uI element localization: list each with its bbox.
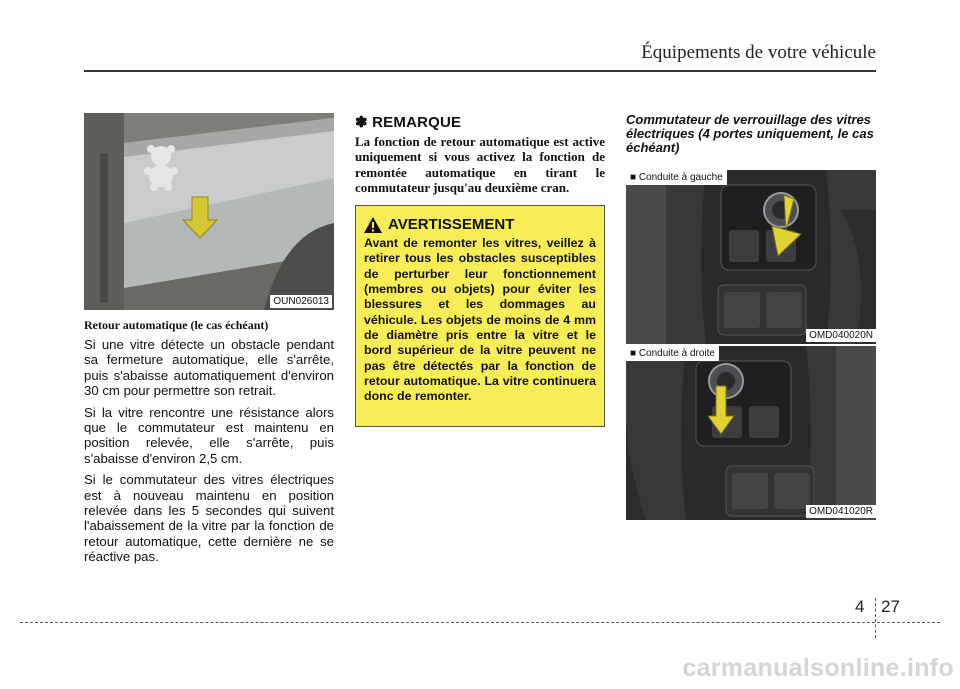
window-switch-panel-lhd — [626, 170, 876, 344]
right-hand-drive-photo — [626, 346, 876, 520]
watermark: carmanualsonline.info — [682, 654, 954, 682]
left-column — [84, 113, 334, 571]
header-rule — [84, 70, 876, 72]
warning-title: AVERTISSEMENT — [388, 216, 515, 234]
chapter-number: 4 — [855, 597, 865, 616]
footer-rule — [20, 622, 940, 623]
panel2-label: ■ Conduite à droite — [626, 346, 719, 361]
photo-code: OUN026013 — [270, 295, 332, 308]
window-photo — [84, 113, 334, 310]
page-number: 27 — [881, 597, 900, 616]
section-subheading: Retour automatique (le cas échéant) — [84, 318, 269, 332]
paragraph-1: Si une vitre détecte un obstacle pendant sa fermeture automatique, elle s'arrête, puis s'abaisse automatiquement d'environ 30 cm pour permettre son retrait. — [84, 337, 334, 399]
paragraph-3: Si le commutateur des vitres électriques est à nouveau maintenu en position relevée dans les 5 secondes qui suivent l'abaissement de la vitre par la fonction de retour automatique, cette dernière ne se réactive pas. — [84, 472, 334, 565]
figure-caption: Commutateur de verrouillage des vitres électriques (4 portes uniquement, le cas échéant) — [626, 112, 874, 155]
page-header-title: Équipements de votre véhicule — [641, 42, 876, 63]
window-switch-panel-rhd — [626, 346, 876, 520]
warning-text: Avant de remonter les vitres, veillez à retirer tous les obstacles susceptibles de perturber leur fonctionnement (membres ou objets) pour éviter les blessures et les dommages au véhicule. Les objets de moins de 4 mm de diamètre pris entre la vitre et le bord supérieur de la vitre peuvent ne pas être détectés par la fonction de retour automatique. La vitre continuera donc de remonter. — [364, 236, 596, 404]
panel1-code: OMD040020N — [806, 329, 876, 342]
warning-triangle-icon — [364, 217, 382, 233]
paragraph-2: Si la vitre rencontre une résistance alors que le commutateur est maintenu en position relevée, elle s'arrête, puis s'abaisse d'environ 2,5 cm. — [84, 404, 334, 466]
window-illustration — [84, 113, 334, 310]
left-hand-drive-photo — [626, 170, 876, 344]
remark-text: La fonction de retour automatique est active uniquement si vous activez la fonction de remontée automatique en tirant le commutateur jusqu'au deuxième cran. — [355, 134, 605, 195]
panel2-code: OMD041020R — [806, 505, 876, 518]
right-column — [626, 112, 878, 517]
warning-header — [364, 216, 596, 233]
middle-column — [355, 113, 605, 427]
remark-title: ✽ REMARQUE — [355, 114, 462, 131]
footer-separator — [875, 598, 876, 638]
warning-box — [355, 205, 605, 427]
panel1-label: ■ Conduite à gauche — [626, 170, 727, 185]
